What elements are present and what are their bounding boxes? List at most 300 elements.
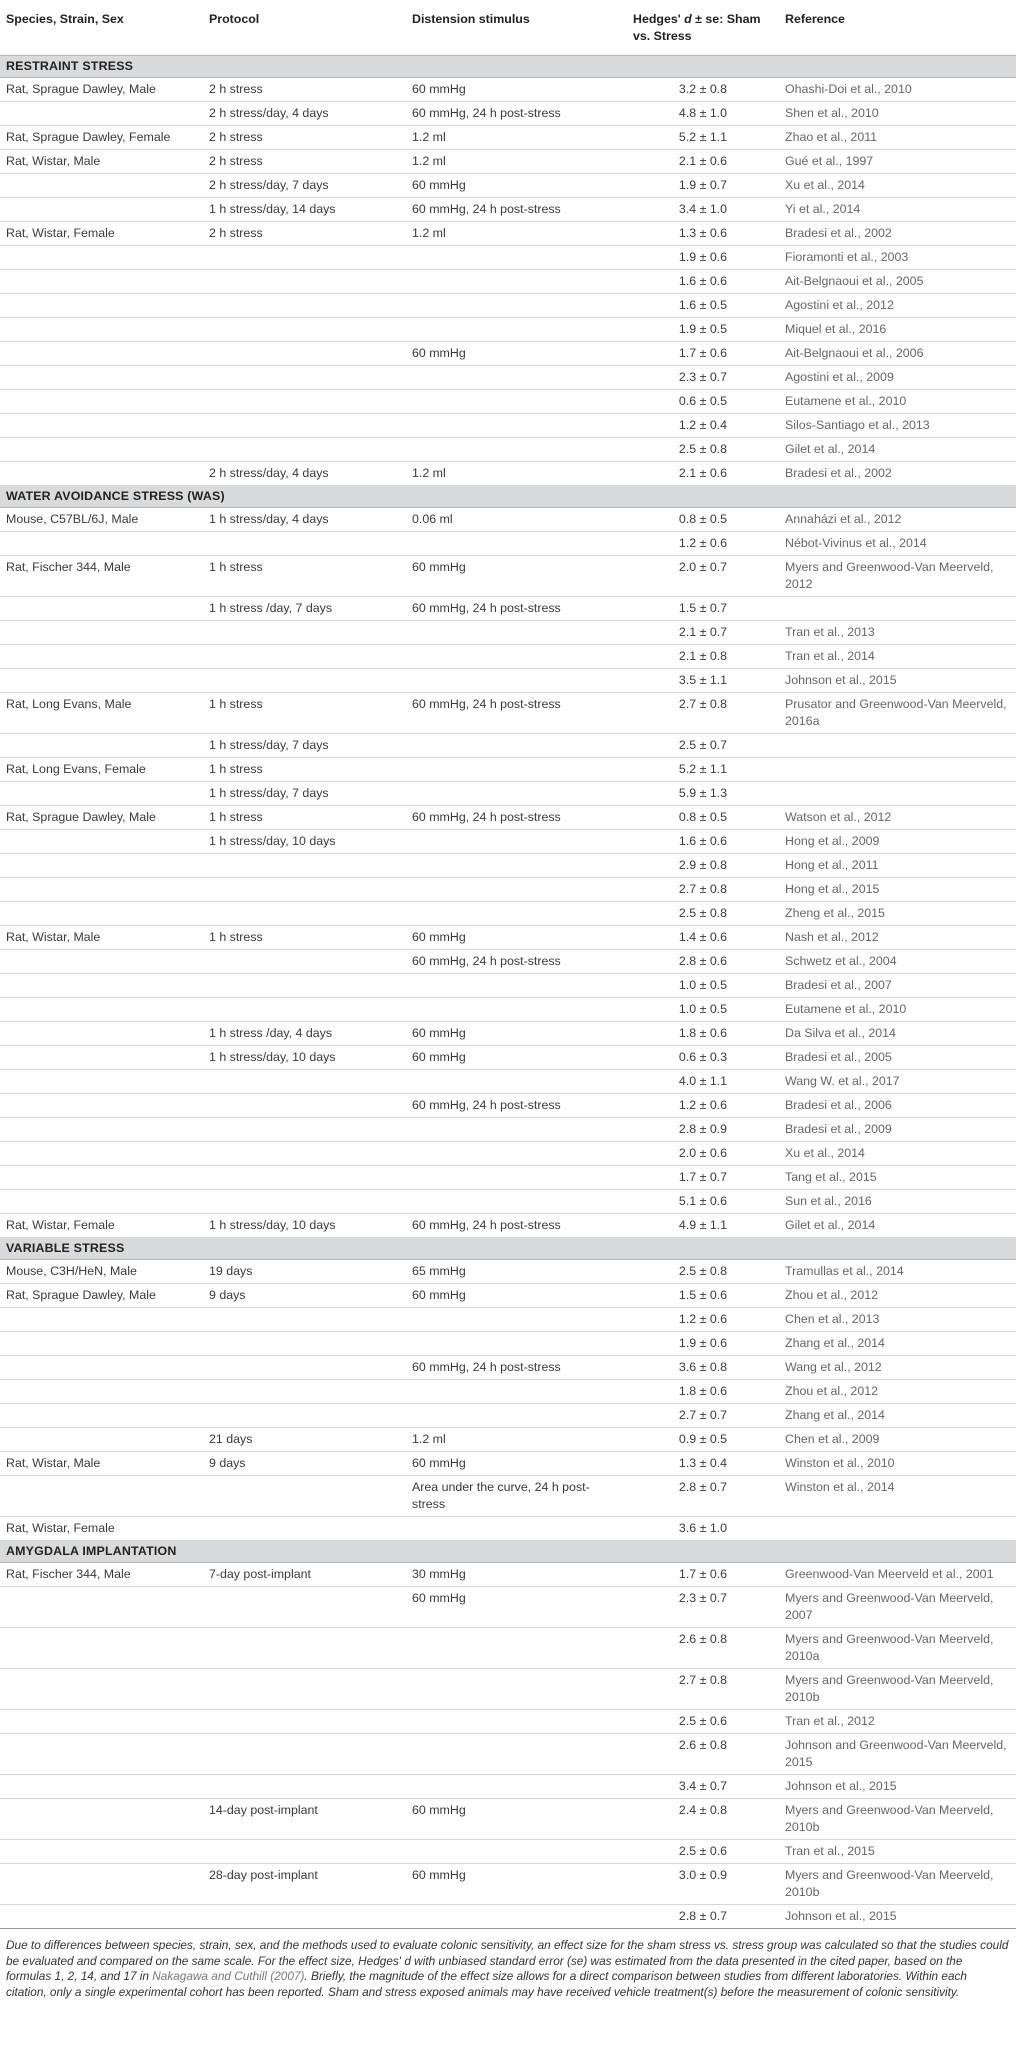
table-row	[0, 1905, 1016, 1929]
protocol-cell	[203, 1404, 406, 1428]
hedges-cell: 1.6 ± 0.6	[627, 270, 779, 294]
hedges-cell: 2.8 ± 0.7	[627, 1905, 779, 1929]
species-cell	[0, 1864, 203, 1905]
hedges-cell: 1.4 ± 0.6	[627, 926, 779, 950]
section-header-row	[0, 1238, 1016, 1260]
hedges-cell: 1.5 ± 0.6	[627, 1284, 779, 1308]
distension-cell: 60 mmHg	[406, 1452, 627, 1476]
section-title: WATER AVOIDANCE STRESS (WAS)	[6, 489, 225, 503]
table-row	[0, 294, 1016, 318]
protocol-cell	[203, 1308, 406, 1332]
table-row	[0, 342, 1016, 366]
protocol-cell	[203, 854, 406, 878]
species-cell: Rat, Wistar, Male	[0, 150, 203, 174]
protocol-cell	[203, 1166, 406, 1190]
reference-cell: Bradesi et al., 2009	[779, 1118, 1016, 1142]
hedges-cell: 1.2 ± 0.6	[627, 532, 779, 556]
table-row	[0, 246, 1016, 270]
reference-cell: Nash et al., 2012	[779, 926, 1016, 950]
protocol-cell: 1 h stress /day, 4 days	[203, 1022, 406, 1046]
section-header-row	[0, 486, 1016, 508]
table-row	[0, 1628, 1016, 1669]
table-row	[0, 669, 1016, 693]
distension-cell: 60 mmHg, 24 h post-stress	[406, 198, 627, 222]
distension-cell: 60 mmHg	[406, 556, 627, 597]
table-row	[0, 414, 1016, 438]
hedges-cell: 2.7 ± 0.8	[627, 878, 779, 902]
section-header	[0, 56, 1016, 78]
reference-cell: Ait-Belgnaoui et al., 2006	[779, 342, 1016, 366]
protocol-cell: 2 h stress	[203, 222, 406, 246]
reference-cell: Gilet et al., 2014	[779, 438, 1016, 462]
reference-cell: Zhou et al., 2012	[779, 1284, 1016, 1308]
protocol-cell: 1 h stress	[203, 926, 406, 950]
distension-cell	[406, 1905, 627, 1929]
species-cell	[0, 438, 203, 462]
reference-cell: Greenwood-Van Meerveld et al., 2001	[779, 1563, 1016, 1587]
species-cell	[0, 902, 203, 926]
reference-cell: Xu et al., 2014	[779, 174, 1016, 198]
table-row	[0, 1476, 1016, 1517]
hedges-cell: 1.0 ± 0.5	[627, 998, 779, 1022]
table-header	[0, 0, 1016, 56]
hedges-cell: 2.7 ± 0.8	[627, 1669, 779, 1710]
section-header-row	[0, 56, 1016, 78]
table-row	[0, 854, 1016, 878]
hedges-cell: 2.4 ± 0.8	[627, 1799, 779, 1840]
species-cell	[0, 1840, 203, 1864]
table-row	[0, 1142, 1016, 1166]
protocol-cell: 1 h stress/day, 10 days	[203, 1046, 406, 1070]
reference-cell: Wang et al., 2012	[779, 1356, 1016, 1380]
header-species: Species, Strain, Sex	[6, 12, 124, 26]
protocol-cell	[203, 532, 406, 556]
protocol-cell	[203, 366, 406, 390]
reference-cell: Tramullas et al., 2014	[779, 1260, 1016, 1284]
section-title: AMYGDALA IMPLANTATION	[6, 1544, 177, 1558]
protocol-cell: 2 h stress/day, 4 days	[203, 102, 406, 126]
reference-cell: Wang W. et al., 2017	[779, 1070, 1016, 1094]
species-cell	[0, 1710, 203, 1734]
hedges-cell: 4.9 ± 1.1	[627, 1214, 779, 1238]
distension-cell	[406, 878, 627, 902]
species-cell	[0, 734, 203, 758]
protocol-cell	[203, 1094, 406, 1118]
reference-cell: Fioramonti et al., 2003	[779, 246, 1016, 270]
table-row	[0, 1710, 1016, 1734]
distension-cell	[406, 1628, 627, 1669]
species-cell	[0, 1046, 203, 1070]
protocol-cell: 9 days	[203, 1452, 406, 1476]
species-cell: Rat, Sprague Dawley, Female	[0, 126, 203, 150]
table-row	[0, 1563, 1016, 1587]
table-row	[0, 1190, 1016, 1214]
hedges-cell: 0.8 ± 0.5	[627, 508, 779, 532]
species-cell	[0, 102, 203, 126]
hedges-cell: 1.5 ± 0.7	[627, 597, 779, 621]
table-row	[0, 222, 1016, 246]
distension-cell	[406, 1142, 627, 1166]
species-cell	[0, 532, 203, 556]
protocol-cell	[203, 1517, 406, 1541]
hedges-cell: 1.9 ± 0.6	[627, 1332, 779, 1356]
distension-cell: 60 mmHg, 24 h post-stress	[406, 1356, 627, 1380]
table-row	[0, 1118, 1016, 1142]
hedges-cell: 2.0 ± 0.7	[627, 556, 779, 597]
protocol-cell	[203, 1332, 406, 1356]
hedges-cell: 3.2 ± 0.8	[627, 78, 779, 102]
reference-cell: Hong et al., 2009	[779, 830, 1016, 854]
protocol-cell	[203, 1142, 406, 1166]
species-cell	[0, 621, 203, 645]
species-cell: Rat, Long Evans, Male	[0, 693, 203, 734]
distension-cell	[406, 1775, 627, 1799]
protocol-cell	[203, 974, 406, 998]
hedges-cell: 2.8 ± 0.7	[627, 1476, 779, 1517]
hedges-cell: 2.8 ± 0.6	[627, 950, 779, 974]
table-row	[0, 1734, 1016, 1775]
protocol-cell	[203, 246, 406, 270]
hedges-cell: 1.6 ± 0.5	[627, 294, 779, 318]
protocol-cell	[203, 318, 406, 342]
table-row	[0, 126, 1016, 150]
distension-cell: 60 mmHg	[406, 174, 627, 198]
hedges-cell: 2.9 ± 0.8	[627, 854, 779, 878]
reference-cell: Myers and Greenwood-Van Meerveld, 2010a	[779, 1628, 1016, 1669]
hedges-cell: 4.8 ± 1.0	[627, 102, 779, 126]
distension-cell: 1.2 ml	[406, 150, 627, 174]
species-cell: Rat, Wistar, Female	[0, 1517, 203, 1541]
protocol-cell	[203, 1380, 406, 1404]
table-row	[0, 78, 1016, 102]
footnote-citation-link[interactable]: Nakagawa and Cuthill (2007)	[152, 1969, 305, 1983]
table-row	[0, 174, 1016, 198]
hedges-cell: 5.1 ± 0.6	[627, 1190, 779, 1214]
reference-cell: Agostini et al., 2009	[779, 366, 1016, 390]
distension-cell	[406, 1118, 627, 1142]
protocol-cell: 1 h stress/day, 7 days	[203, 782, 406, 806]
species-cell	[0, 366, 203, 390]
protocol-cell	[203, 1669, 406, 1710]
hedges-cell: 2.7 ± 0.8	[627, 693, 779, 734]
distension-cell	[406, 1166, 627, 1190]
table-row	[0, 1308, 1016, 1332]
distension-cell	[406, 414, 627, 438]
table-row	[0, 270, 1016, 294]
distension-cell	[406, 645, 627, 669]
hedges-cell: 2.1 ± 0.8	[627, 645, 779, 669]
distension-cell: 60 mmHg, 24 h post-stress	[406, 806, 627, 830]
distension-cell: 60 mmHg	[406, 1864, 627, 1905]
table-row	[0, 1260, 1016, 1284]
reference-cell: Gilet et al., 2014	[779, 1214, 1016, 1238]
table-row	[0, 1404, 1016, 1428]
header-hedges-post: ± se: Sham vs. Stress	[633, 12, 761, 43]
protocol-cell	[203, 1118, 406, 1142]
reference-cell: Johnson et al., 2015	[779, 669, 1016, 693]
species-cell	[0, 782, 203, 806]
protocol-cell	[203, 414, 406, 438]
hedges-cell: 1.9 ± 0.6	[627, 246, 779, 270]
hedges-cell: 1.7 ± 0.6	[627, 342, 779, 366]
table-row	[0, 926, 1016, 950]
table-row	[0, 1166, 1016, 1190]
hedges-cell: 1.3 ± 0.4	[627, 1452, 779, 1476]
distension-cell: 60 mmHg, 24 h post-stress	[406, 1094, 627, 1118]
species-cell	[0, 878, 203, 902]
reference-cell: Tran et al., 2012	[779, 1710, 1016, 1734]
table-row	[0, 1669, 1016, 1710]
hedges-cell: 1.8 ± 0.6	[627, 1022, 779, 1046]
protocol-cell: 2 h stress	[203, 126, 406, 150]
hedges-cell: 1.7 ± 0.7	[627, 1166, 779, 1190]
distension-cell: 60 mmHg	[406, 78, 627, 102]
reference-cell: Hong et al., 2015	[779, 878, 1016, 902]
species-cell	[0, 1734, 203, 1775]
distension-cell: 60 mmHg	[406, 342, 627, 366]
species-cell	[0, 950, 203, 974]
distension-cell	[406, 1404, 627, 1428]
distension-cell: 60 mmHg, 24 h post-stress	[406, 693, 627, 734]
reference-cell: Agostini et al., 2012	[779, 294, 1016, 318]
distension-cell	[406, 318, 627, 342]
species-cell: Mouse, C3H/HeN, Male	[0, 1260, 203, 1284]
reference-cell: Zhao et al., 2011	[779, 126, 1016, 150]
distension-cell	[406, 974, 627, 998]
reference-cell: Eutamene et al., 2010	[779, 998, 1016, 1022]
table-row	[0, 462, 1016, 486]
table-row	[0, 1214, 1016, 1238]
hedges-cell: 3.6 ± 0.8	[627, 1356, 779, 1380]
distension-cell	[406, 621, 627, 645]
species-cell: Rat, Wistar, Female	[0, 222, 203, 246]
species-cell	[0, 645, 203, 669]
protocol-cell: 1 h stress	[203, 556, 406, 597]
table-row	[0, 1046, 1016, 1070]
species-cell	[0, 854, 203, 878]
distension-cell: 60 mmHg	[406, 1799, 627, 1840]
table-row	[0, 438, 1016, 462]
header-hedges-d: d	[684, 12, 692, 26]
distension-cell: 60 mmHg	[406, 1046, 627, 1070]
reference-cell: Winston et al., 2014	[779, 1476, 1016, 1517]
species-cell: Rat, Sprague Dawley, Male	[0, 806, 203, 830]
species-cell	[0, 1070, 203, 1094]
distension-cell	[406, 734, 627, 758]
table-row	[0, 806, 1016, 830]
species-cell: Rat, Fischer 344, Male	[0, 556, 203, 597]
protocol-cell	[203, 950, 406, 974]
distension-cell: 1.2 ml	[406, 126, 627, 150]
hedges-cell: 5.2 ± 1.1	[627, 126, 779, 150]
reference-cell: Zheng et al., 2015	[779, 902, 1016, 926]
table-row	[0, 1284, 1016, 1308]
reference-cell: Tang et al., 2015	[779, 1166, 1016, 1190]
distension-cell	[406, 1332, 627, 1356]
hedges-cell: 1.8 ± 0.6	[627, 1380, 779, 1404]
reference-cell: Chen et al., 2013	[779, 1308, 1016, 1332]
reference-cell: Zhang et al., 2014	[779, 1332, 1016, 1356]
protocol-cell: 9 days	[203, 1284, 406, 1308]
distension-cell: 65 mmHg	[406, 1260, 627, 1284]
distension-cell: 1.2 ml	[406, 222, 627, 246]
section-header	[0, 486, 1016, 508]
protocol-cell	[203, 1356, 406, 1380]
distension-cell: 1.2 ml	[406, 462, 627, 486]
hedges-cell: 2.1 ± 0.6	[627, 150, 779, 174]
protocol-cell	[203, 645, 406, 669]
distension-cell	[406, 390, 627, 414]
section-header-row	[0, 1541, 1016, 1563]
reference-cell: Johnson et al., 2015	[779, 1905, 1016, 1929]
hedges-cell: 1.2 ± 0.6	[627, 1308, 779, 1332]
header-reference: Reference	[785, 12, 845, 26]
hedges-cell: 3.4 ± 1.0	[627, 198, 779, 222]
table-row	[0, 782, 1016, 806]
protocol-cell	[203, 621, 406, 645]
reference-cell	[779, 1517, 1016, 1541]
hedges-cell: 2.5 ± 0.7	[627, 734, 779, 758]
distension-cell	[406, 246, 627, 270]
protocol-cell	[203, 1587, 406, 1628]
species-cell: Rat, Fischer 344, Male	[0, 1563, 203, 1587]
table-row	[0, 150, 1016, 174]
species-cell: Rat, Sprague Dawley, Male	[0, 1284, 203, 1308]
reference-cell: Prusator and Greenwood-Van Meerveld, 2016a	[779, 693, 1016, 734]
hedges-cell: 2.1 ± 0.6	[627, 462, 779, 486]
species-cell	[0, 1476, 203, 1517]
reference-cell: Myers and Greenwood-Van Meerveld, 2012	[779, 556, 1016, 597]
hedges-cell: 2.5 ± 0.8	[627, 1260, 779, 1284]
species-cell	[0, 1669, 203, 1710]
table-row	[0, 556, 1016, 597]
species-cell	[0, 462, 203, 486]
table-row	[0, 693, 1016, 734]
distension-cell	[406, 1734, 627, 1775]
table-row	[0, 1094, 1016, 1118]
protocol-cell	[203, 902, 406, 926]
hedges-cell: 2.5 ± 0.6	[627, 1710, 779, 1734]
reference-cell: Tran et al., 2015	[779, 1840, 1016, 1864]
protocol-cell: 2 h stress/day, 7 days	[203, 174, 406, 198]
table-row	[0, 508, 1016, 532]
protocol-cell: 1 h stress/day, 7 days	[203, 734, 406, 758]
distension-cell	[406, 1517, 627, 1541]
distension-cell	[406, 782, 627, 806]
species-cell	[0, 1628, 203, 1669]
table-body	[0, 56, 1016, 1929]
reference-cell: Hong et al., 2011	[779, 854, 1016, 878]
protocol-cell	[203, 438, 406, 462]
reference-cell: Sun et al., 2016	[779, 1190, 1016, 1214]
hedges-cell: 1.2 ± 0.6	[627, 1094, 779, 1118]
reference-cell: Bradesi et al., 2002	[779, 462, 1016, 486]
reference-cell: Xu et al., 2014	[779, 1142, 1016, 1166]
table-row	[0, 1517, 1016, 1541]
distension-cell	[406, 1669, 627, 1710]
reference-cell: Johnson and Greenwood-Van Meerveld, 2015	[779, 1734, 1016, 1775]
reference-cell: Yi et al., 2014	[779, 198, 1016, 222]
table-row	[0, 366, 1016, 390]
table-row	[0, 318, 1016, 342]
protocol-cell: 2 h stress/day, 4 days	[203, 462, 406, 486]
species-cell	[0, 1094, 203, 1118]
species-cell: Rat, Wistar, Male	[0, 1452, 203, 1476]
hedges-cell: 3.4 ± 0.7	[627, 1775, 779, 1799]
protocol-cell	[203, 390, 406, 414]
distension-cell: 30 mmHg	[406, 1563, 627, 1587]
distension-cell	[406, 1380, 627, 1404]
distension-cell: 1.2 ml	[406, 1428, 627, 1452]
protocol-cell	[203, 998, 406, 1022]
protocol-cell: 1 h stress/day, 14 days	[203, 198, 406, 222]
distension-cell	[406, 830, 627, 854]
table-row	[0, 902, 1016, 926]
reference-cell: Tran et al., 2014	[779, 645, 1016, 669]
distension-cell	[406, 758, 627, 782]
protocol-cell	[203, 1628, 406, 1669]
protocol-cell: 21 days	[203, 1428, 406, 1452]
species-cell	[0, 1332, 203, 1356]
hedges-cell: 2.3 ± 0.7	[627, 366, 779, 390]
species-cell	[0, 1022, 203, 1046]
hedges-cell: 2.6 ± 0.8	[627, 1734, 779, 1775]
reference-cell: Eutamene et al., 2010	[779, 390, 1016, 414]
protocol-cell	[203, 270, 406, 294]
header-distension: Distension stimulus	[412, 12, 530, 26]
table-row	[0, 1799, 1016, 1840]
reference-cell: Myers and Greenwood-Van Meerveld, 2010b	[779, 1669, 1016, 1710]
reference-cell: Zhou et al., 2012	[779, 1380, 1016, 1404]
reference-cell: Miquel et al., 2016	[779, 318, 1016, 342]
hedges-cell: 1.3 ± 0.6	[627, 222, 779, 246]
hedges-cell: 0.6 ± 0.5	[627, 390, 779, 414]
species-cell	[0, 174, 203, 198]
table-row	[0, 1356, 1016, 1380]
hedges-cell: 5.9 ± 1.3	[627, 782, 779, 806]
species-cell	[0, 318, 203, 342]
table-row	[0, 974, 1016, 998]
hedges-cell: 1.6 ± 0.6	[627, 830, 779, 854]
hedges-cell: 1.7 ± 0.6	[627, 1563, 779, 1587]
distension-cell: Area under the curve, 24 h post-stress	[406, 1476, 627, 1517]
reference-cell: Myers and Greenwood-Van Meerveld, 2007	[779, 1587, 1016, 1628]
species-cell	[0, 1118, 203, 1142]
species-cell	[0, 669, 203, 693]
reference-cell: Ohashi-Doi et al., 2010	[779, 78, 1016, 102]
protocol-cell: 2 h stress	[203, 78, 406, 102]
species-cell	[0, 1166, 203, 1190]
species-cell	[0, 390, 203, 414]
hedges-cell: 3.6 ± 1.0	[627, 1517, 779, 1541]
hedges-cell: 0.6 ± 0.3	[627, 1046, 779, 1070]
species-cell	[0, 1905, 203, 1929]
species-cell: Rat, Sprague Dawley, Male	[0, 78, 203, 102]
protocol-cell: 2 h stress	[203, 150, 406, 174]
distension-cell: 0.06 ml	[406, 508, 627, 532]
hedges-cell: 2.6 ± 0.8	[627, 1628, 779, 1669]
species-cell: Mouse, C57BL/6J, Male	[0, 508, 203, 532]
species-cell	[0, 1587, 203, 1628]
reference-cell	[779, 597, 1016, 621]
protocol-cell	[203, 294, 406, 318]
distension-cell: 60 mmHg	[406, 1587, 627, 1628]
footnote-text-1: Due to differences between species, strain, sex, and the methods used to evaluate colonic sensitivity, an effect size for the sham stress vs. stress group was calculated so that the studies could be evaluated and compared on the same scale. For the effect size, Hedges' d with unbiased standard error (se) was estimated from the data presented in the cited paper, based on the formulas 1, 2, 14, and 17 in	[6, 1938, 1009, 1983]
distension-cell: 60 mmHg	[406, 1022, 627, 1046]
species-cell	[0, 414, 203, 438]
header-hedges	[627, 0, 779, 56]
table-row	[0, 1775, 1016, 1799]
